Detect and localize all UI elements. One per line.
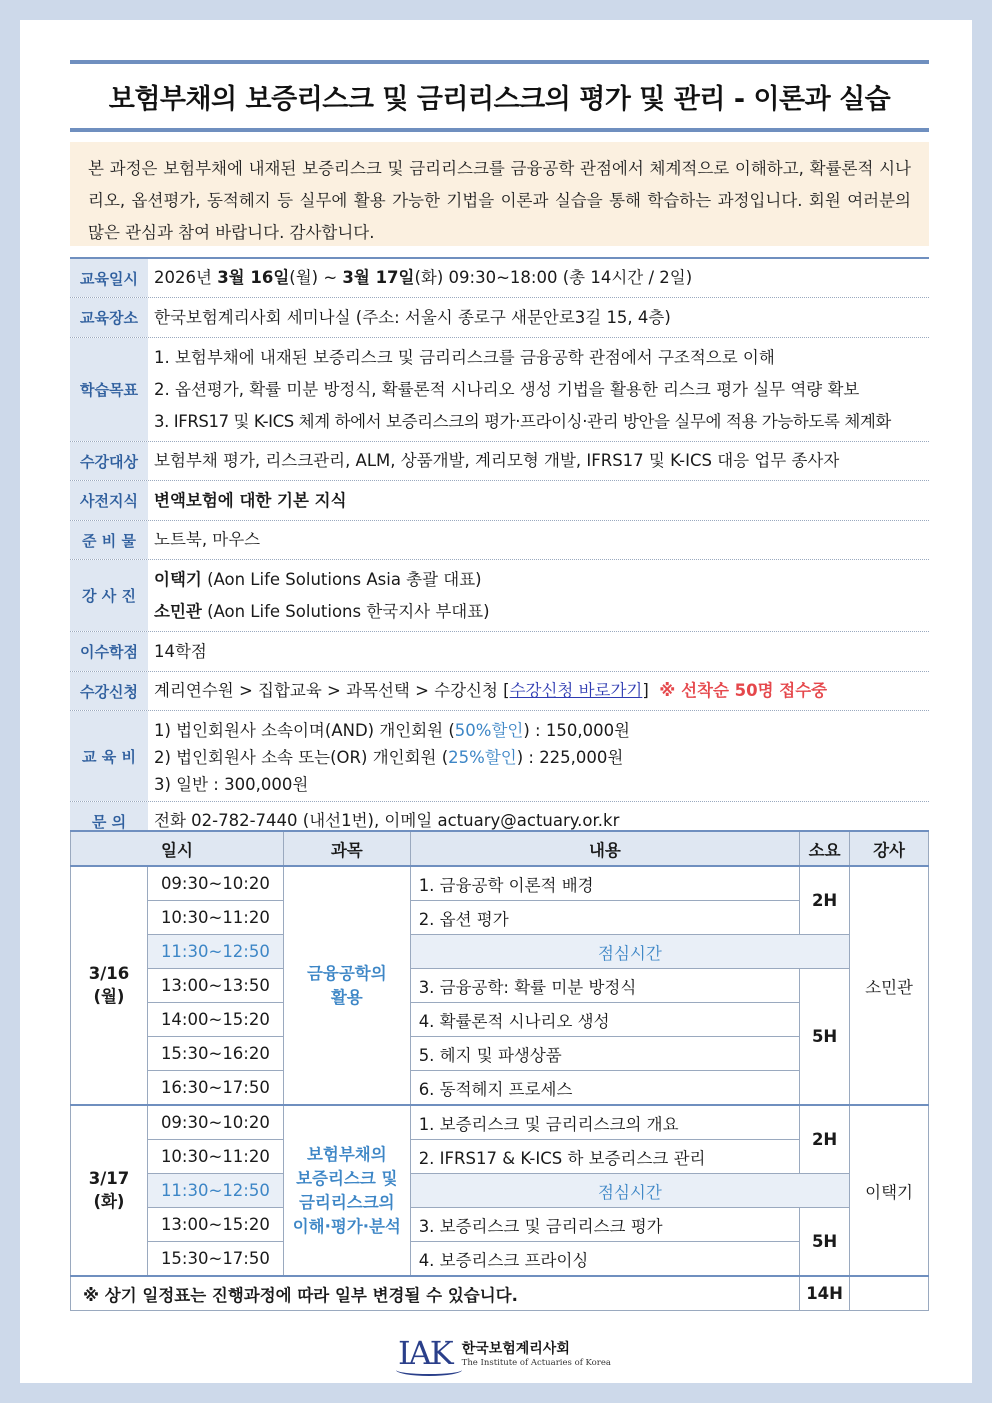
subject-cell: 금융공학의 활용 <box>283 866 410 1105</box>
info-row-date <box>70 259 929 298</box>
info-row-prep <box>70 521 929 560</box>
time-cell: 10:30~11:20 <box>147 901 283 935</box>
content-cell: 4. 확률론적 시나리오 생성 <box>410 1003 799 1037</box>
apply-link[interactable]: 수강신청 바로가기 <box>509 681 643 700</box>
info-value <box>148 672 929 710</box>
info-value: 변액보험에 대한 기본 지식 <box>154 490 347 510</box>
lunch-cell: 점심시간 <box>410 1174 849 1208</box>
content-cell: 6. 동적헤지 프로세스 <box>410 1071 799 1106</box>
info-row-target <box>70 442 929 481</box>
fee-item: 1) 법인회원사 소속이며(AND) 개인회원 (50%할인) : 150,000원 <box>154 720 631 740</box>
col-header-content: 내용 <box>410 831 799 866</box>
content-cell: 2. 옵션 평가 <box>410 901 799 935</box>
info-row-fee <box>70 711 929 802</box>
info-row-instructors <box>70 560 929 632</box>
start-date: 3월 16일 <box>217 268 290 287</box>
fee-item: 3) 일반 : 300,000원 <box>154 774 309 794</box>
info-label: 수강신청 <box>70 672 148 710</box>
date-prefix: 2026년 <box>154 268 218 287</box>
date-mid: (월) ~ <box>289 268 343 287</box>
date-suffix: (화) 09:30~18:00 (총 14시간 / 2일) <box>414 268 693 287</box>
instructor-item: 소민관 (Aon Life Solutions 한국지사 부대표) <box>154 601 490 621</box>
time-cell: 15:30~16:20 <box>147 1037 283 1071</box>
org-name-ko: 한국보험계리사회 <box>461 1341 570 1357</box>
content-cell: 1. 보증리스크 및 금리리스크의 개요 <box>410 1105 799 1140</box>
info-value: 전화 02-782-7440 (내선1번), 이메일 actuary@actuary.or.kr <box>154 811 620 830</box>
time-cell: 15:30~17:50 <box>147 1242 283 1277</box>
content-cell: 3. 금융공학: 확률 미분 방정식 <box>410 969 799 1003</box>
info-value: 14학점 <box>154 641 207 661</box>
time-cell: 16:30~17:50 <box>147 1071 283 1106</box>
title-bottom-rule <box>70 128 929 132</box>
table-row <box>71 935 929 969</box>
info-label: 수강대상 <box>70 442 148 480</box>
info-row-place <box>70 298 929 338</box>
goal-item: 3. IFRS17 및 K-ICS 체계 하에서 보증리스크의 평가·프라이싱·관리 방안을 실무에 적용 가능하도록 체계화 <box>154 411 891 431</box>
time-cell: 11:30~12:50 <box>147 1174 283 1208</box>
info-label: 교육일시 <box>70 259 148 297</box>
time-cell: 11:30~12:50 <box>147 935 283 969</box>
info-value <box>148 259 929 297</box>
schedule-table <box>70 830 929 1311</box>
apply-path: 계리연수원 > 집합교육 > 과목선택 > 수강신청 [ <box>154 681 510 700</box>
info-value: 한국보험계리사회 세미나실 (주소: 서울시 종로구 새문안로3길 15, 4층) <box>154 307 671 327</box>
duration-cell: 5H <box>800 969 850 1106</box>
info-row-credits <box>70 632 929 672</box>
info-label: 문 의 <box>70 802 148 840</box>
info-label: 학습목표 <box>70 338 148 441</box>
goal-list <box>148 338 929 441</box>
info-row-apply <box>70 672 929 711</box>
info-label: 준 비 물 <box>70 521 148 559</box>
total-duration: 14H <box>800 1276 850 1311</box>
table-row <box>71 866 929 901</box>
table-row <box>71 969 929 1003</box>
col-header-duration: 소요 <box>800 831 850 866</box>
col-header-datetime: 일시 <box>71 831 284 866</box>
table-row <box>71 1174 929 1208</box>
apply-notice: ※ 선착순 50명 접수중 <box>659 681 828 700</box>
instructor-item: 이택기 (Aon Life Solutions Asia 총괄 대표) <box>154 569 482 589</box>
apply-bracket: ] <box>642 681 649 700</box>
time-cell: 10:30~11:20 <box>147 1140 283 1174</box>
intro-text: 본 과정은 보험부채에 내재된 보증리스크 및 금리리스크를 금융공학 관점에서 체계적으로 이해하고, 확률론적 시나리오, 옵션평가, 동적헤지 등 실무에 활용 가능한 기법을 이론과 실습을 통해 학습하는 과정입니다. 회원 여러분의 많은 관심과 참여 바랍니다. 감사합니다. <box>70 142 929 246</box>
lunch-cell: 점심시간 <box>410 935 849 969</box>
page-title: 보험부채의 보증리스크 및 금리리스크의 평가 및 관리 - 이론과 실습 <box>108 83 891 115</box>
end-date: 3월 17일 <box>342 268 415 287</box>
content-cell: 4. 보증리스크 프라이싱 <box>410 1242 799 1277</box>
goal-item: 2. 옵션평가, 확률 미분 방정식, 확률론적 시나리오 생성 기법을 활용한 리스크 평가 실무 역량 확보 <box>154 379 860 399</box>
fee-list <box>148 711 929 801</box>
schedule-note: ※ 상기 일정표는 진행과정에 따라 일부 변경될 수 있습니다. <box>71 1276 800 1311</box>
time-cell: 09:30~10:20 <box>147 866 283 901</box>
org-name <box>462 1338 611 1368</box>
content-cell: 3. 보증리스크 및 금리리스크 평가 <box>410 1208 799 1242</box>
info-value: 보험부채 평가, 리스크관리, ALM, 상품개발, 계리모형 개발, IFRS17 및 K-ICS 대응 업무 종사자 <box>154 451 840 470</box>
empty-cell <box>850 1276 929 1311</box>
table-row <box>71 1208 929 1242</box>
course-info <box>70 257 929 840</box>
day-date-cell: 3/16 (월) <box>71 866 148 1105</box>
info-row-prereq <box>70 481 929 521</box>
col-header-instructor: 강사 <box>850 831 929 866</box>
info-value: 노트북, 마우스 <box>154 530 261 549</box>
footer-logo <box>398 1334 611 1372</box>
instructor-list <box>148 560 929 631</box>
fee-item: 2) 법인회원사 소속 또는(OR) 개인회원 (25%할인) : 225,000원 <box>154 747 624 767</box>
content-cell: 2. IFRS17 & K-ICS 하 보증리스크 관리 <box>410 1140 799 1174</box>
info-label: 강 사 진 <box>70 560 148 631</box>
content-cell: 1. 금융공학 이론적 배경 <box>410 866 799 901</box>
duration-cell: 5H <box>800 1208 850 1277</box>
subject-cell: 보험부채의 보증리스크 및 금리리스크의 이해·평가·분석 <box>283 1105 410 1276</box>
instructor-cell: 소민관 <box>850 866 929 1105</box>
info-label: 교육장소 <box>70 298 148 337</box>
goal-item: 1. 보험부채에 내재된 보증리스크 및 금리리스크를 금융공학 관점에서 구조적으로 이해 <box>154 347 775 367</box>
duration-cell: 2H <box>800 1105 850 1174</box>
day-date-cell: 3/17 (화) <box>71 1105 148 1276</box>
page <box>20 20 972 1383</box>
iak-logo-icon: IAK <box>398 1334 452 1372</box>
col-header-subject: 과목 <box>283 831 410 866</box>
schedule-note-row <box>71 1276 929 1311</box>
instructor-cell: 이택기 <box>850 1105 929 1276</box>
time-cell: 09:30~10:20 <box>147 1105 283 1140</box>
duration-cell: 2H <box>800 866 850 935</box>
content-cell: 5. 헤지 및 파생상품 <box>410 1037 799 1071</box>
title-block <box>70 60 929 132</box>
info-label: 이수학점 <box>70 632 148 671</box>
org-name-en: The Institute of Actuaries of Korea <box>461 1358 611 1368</box>
info-row-goals <box>70 338 929 442</box>
schedule-header-row <box>71 831 929 866</box>
time-cell: 14:00~15:20 <box>147 1003 283 1037</box>
info-label: 사전지식 <box>70 481 148 520</box>
info-label: 교 육 비 <box>70 711 148 801</box>
table-row <box>71 1105 929 1140</box>
time-cell: 13:00~15:20 <box>147 1208 283 1242</box>
time-cell: 13:00~13:50 <box>147 969 283 1003</box>
